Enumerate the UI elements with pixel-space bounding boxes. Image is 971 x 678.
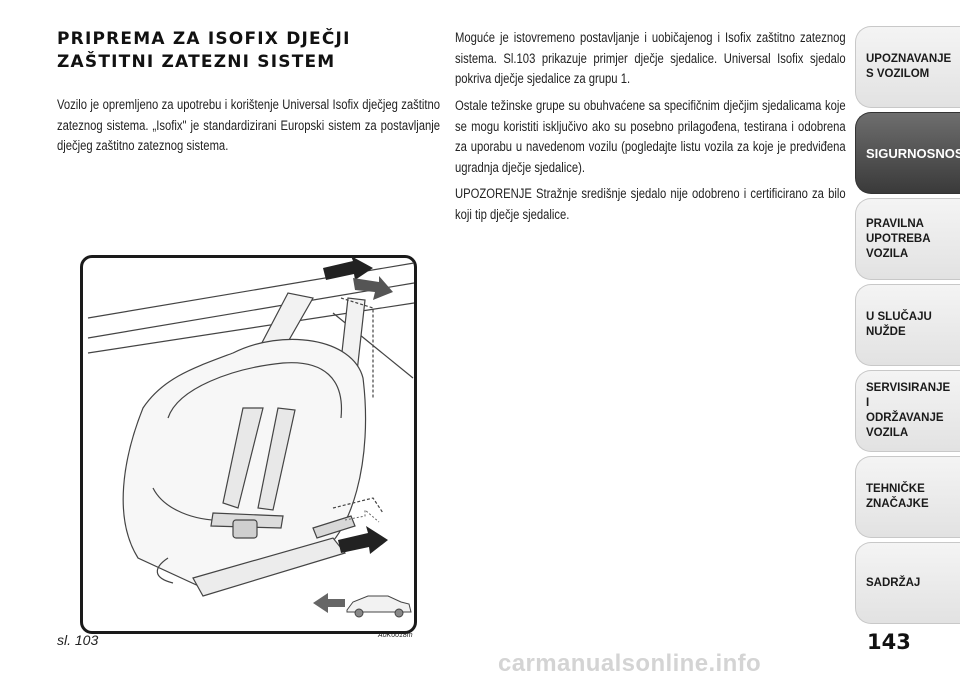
watermark: carmanualsonline.info <box>498 650 762 677</box>
direction-arrow-icon <box>313 593 345 613</box>
page-title: PRIPREMA ZA ISOFIX DJEČJI ZAŠTITNI ZATEZNI SISTEM <box>57 29 351 72</box>
body-paragraph-1: Moguće je istovremeno postavljanje i uobičajenog i Isofix zaštitno zateznog sistema. Sl.103 prikazuje primjer dječje sjedalice. Universal Isofix sjedalo pokriva dječje sjedalice za grupu 1. <box>455 30 846 86</box>
tab-label: PRAVILNA UPOTREBA VOZILA <box>866 217 931 260</box>
tab-label: SADRŽAJ <box>866 576 921 589</box>
body-paragraph-2: Ostale težinske grupe su obuhvaćene sa specifičnim dječjim sjedalicama koje se mogu koristiti isključivo ako su posebno prilagođena, testirana i odobrena za uporabu u navedenom vozilu (pogledajte listu vozila za koje je predviđena ugradnja dječje sjedalice). <box>455 98 846 175</box>
page-number: 143 <box>867 630 911 654</box>
car-icon <box>347 596 411 617</box>
intro-paragraph: Vozilo je opremljeno za upotrebu i korištenje Universal Isofix dječjeg zaštitno zateznog sistema. „Isofix" je standardizirani Europski sistem za postavljanje dječjeg zaštitno zateznog sistema. <box>57 97 441 153</box>
tab-pravilna-upotreba-vozila[interactable] <box>855 198 960 280</box>
tab-sadrzaj[interactable] <box>855 542 960 624</box>
figure-label: sl. 103 <box>57 632 99 648</box>
tab-label: TEHNIČKE ZNAČAJKE <box>866 483 929 510</box>
tab-sigurnosnost[interactable] <box>855 112 971 194</box>
tab-label: U SLUČAJU NUŽDE <box>866 311 932 338</box>
tab-tehnicke-znacajke[interactable] <box>855 456 960 538</box>
tab-u-slucaju-nuzde[interactable] <box>855 284 960 366</box>
tab-servisiranje-i-odrzavanje[interactable] <box>855 370 960 452</box>
figure-child-seat <box>80 255 417 634</box>
tab-upoznavanje-s-vozilom[interactable] <box>855 26 960 108</box>
body-paragraph-warning: UPOZORENJE Stražnje središnje sjedalo nije odobreno i certificirano za bilo koji tip dječje sjedalice. <box>455 186 846 222</box>
tab-label: SIGURNOSNOST <box>866 145 971 161</box>
child-seat-illustration <box>83 258 414 631</box>
tab-label: SERVISIRANJE I ODRŽAVANJE VOZILA <box>866 382 951 439</box>
figure-code: A0K0018m <box>378 632 413 639</box>
tab-label: UPOZNAVANJE S VOZILOM <box>866 53 952 80</box>
chapter-sidebar <box>855 26 971 620</box>
